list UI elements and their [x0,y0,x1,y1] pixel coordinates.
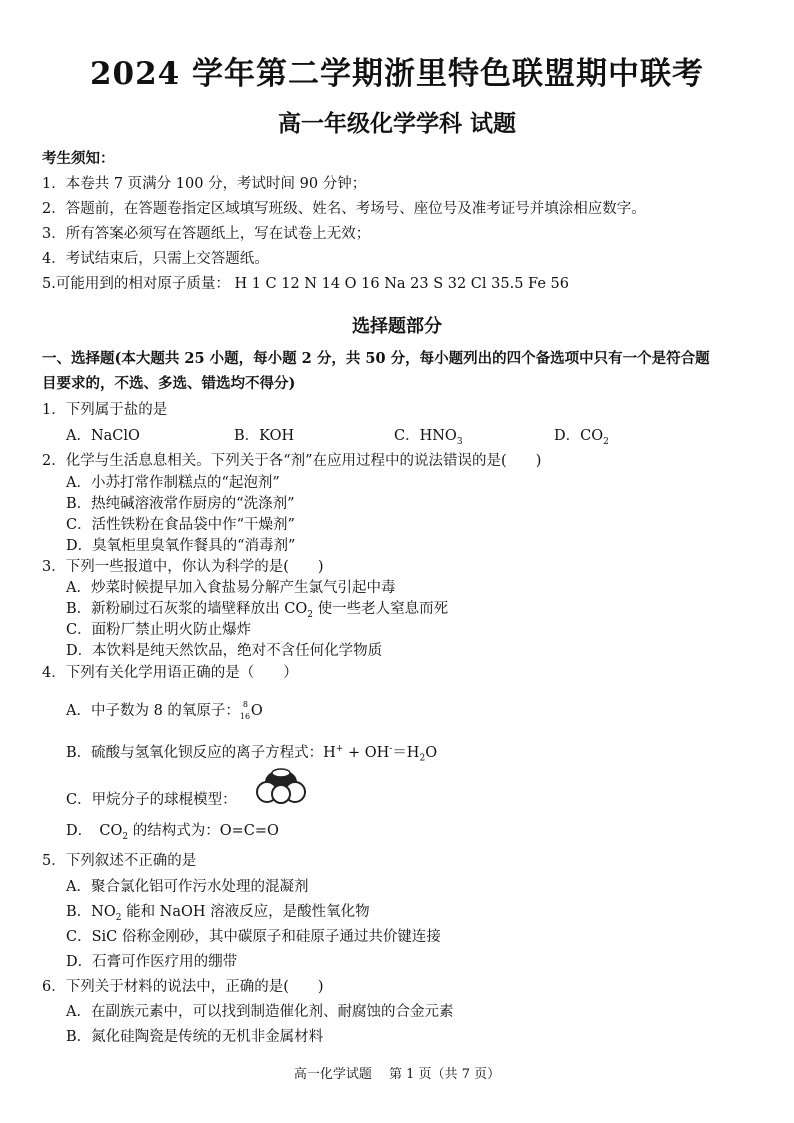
q1-option-d: D．$CO_2$ [554,428,609,447]
section-instruction-1: 一、选择题(本大题共 25 小题，每小题 2 分，共 50 分，每小题列出的四个备选项中只有一个是符合题 [42,350,710,367]
q4-option-c: C．甲烷分子的球棍模型： [66,792,237,808]
q6-option-b: B．氮化硅陶瓷是传统的无机非金属材料 [66,1029,324,1045]
notice-item-1: 1．本卷共 7 页满分 100 分，考试时间 90 分钟； [42,176,367,192]
q3-stem: 3．下列一些报道中，你认为科学的是( ) [42,559,324,575]
oxygen-nuclide: 8 16 O [239,700,263,721]
q4-option-a: A．中子数为 8 的氧原子： 8 16 O [66,702,270,720]
q5-option-a: A．聚合氯化铝可作污水处理的混凝剂 [66,879,309,895]
notice-item-5: 5.可能用到的相对原子质量： H 1 C 12 N 14 O 16 Na 23 S 32 Cl 35.5 Fe 56 [42,276,569,292]
notice-item-4: 4．考试结束后，只需上交答题纸。 [42,251,269,267]
q5-option-d: D．石膏可作医疗用的绷带 [66,954,238,970]
q3-option-c: C．面粉厂禁止明火防止爆炸 [66,622,252,638]
q5-option-b: B．$NO_2$ 能和 NaOH 溶液反应，是酸性氧化物 [66,904,370,923]
q2-option-a: A．小苏打常作制糕点的“起泡剂” [66,475,280,491]
section-instruction-2: 目要求的，不选、多选、错选均不得分) [42,375,296,392]
notice-item-3: 3．所有答案必须写在答题纸上，写在试卷上无效； [42,226,371,242]
q4-stem: 4．下列有关化学用语正确的是（ ） [42,665,298,681]
q4-option-d: D． $CO_2$ 的结构式为：O=C=O [66,823,279,842]
q3-option-a: A．炒菜时候提早加入食盐易分解产生氯气引起中毒 [66,580,396,596]
q1-option-b: B．KOH [234,428,295,444]
q2-option-d: D．臭氧柜里臭氧作餐具的“消毒剂” [66,538,296,554]
section-title: 选择题部分 [352,316,442,337]
q4-option-b: B．硫酸与氢氧化钡反应的离子方程式：$H^+ + OH^-=H_2O$ [66,744,438,764]
notice-item-2: 2．答题前，在答题卷指定区域填写班级、姓名、考场号、座位号及准考证号并填涂相应数字。 [42,201,646,217]
q6-option-a: A．在副族元素中，可以找到制造催化剂、耐腐蚀的合金元素 [66,1004,454,1020]
q2-stem: 2．化学与生活息息相关。下列关于各“剂”在应用过程中的说法错误的是( ) [42,453,542,469]
q2-option-c: C．活性铁粉在食品袋中作“干燥剂” [66,517,295,533]
page-footer: 高一化学试题 第 1 页（共 7 页） [293,1067,501,1082]
q1-option-a: A．NaClO [66,428,140,444]
q3-option-b: B．新粉刷过石灰浆的墙壁释放出 $CO_2$ 使一些老人窒息而死 [66,601,449,620]
q1-option-c: C．$HNO_3$ [394,428,463,447]
q3-option-d: D．本饮料是纯天然饮品，绝对不含任何化学物质 [66,643,383,659]
exam-subtitle: 高一年级化学学科 试题 [277,110,516,137]
q2-option-b: B．热纯碱溶液常作厨房的“洗涤剂” [66,496,295,512]
q6-stem: 6．下列关于材料的说法中，正确的是( ) [42,979,324,995]
q1-stem: 1．下列属于盐的是 [42,402,168,418]
methane-ball-stick-model-icon [253,768,309,804]
q5-option-c: C．SiC 俗称金刚砂，其中碳原子和硅原子通过共价键连接 [66,929,441,945]
notice-heading: 考生须知： [42,150,115,167]
q5-stem: 5．下列叙述不正确的是 [42,853,197,869]
exam-title: 2024 学年第二学期浙里特色联盟期中联考 [89,56,705,92]
